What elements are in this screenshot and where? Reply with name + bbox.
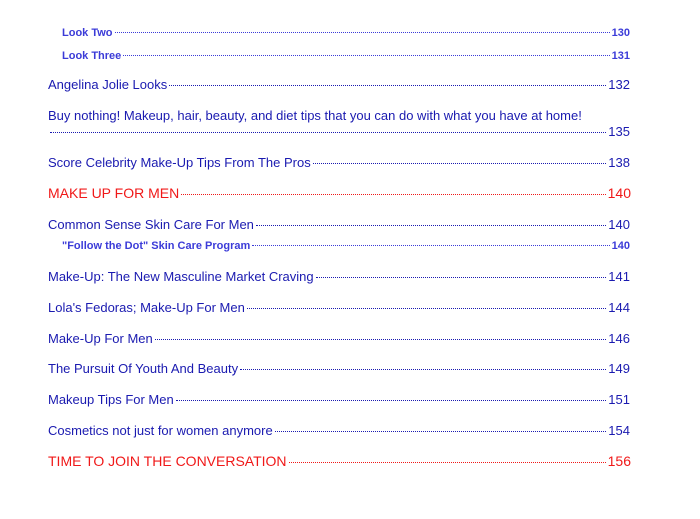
toc-entry-page: 138 bbox=[608, 155, 630, 170]
dot-leader bbox=[252, 245, 609, 246]
toc-entry-title: TIME TO JOIN THE CONVERSATION bbox=[48, 453, 287, 469]
toc-entry-pursuit-of-youth[interactable] bbox=[48, 361, 630, 376]
toc-entry-make-up-masculine-market[interactable] bbox=[48, 269, 630, 284]
toc-entry-page: 141 bbox=[608, 269, 630, 284]
toc-entry-page: 131 bbox=[611, 50, 630, 62]
toc-entry-buy-nothing-title[interactable]: Buy nothing! Makeup, hair, beauty, and diet tips that you can do with what you have at home! bbox=[48, 108, 582, 123]
toc-entry-page: 149 bbox=[608, 361, 630, 376]
toc-entry-title: Angelina Jolie Looks bbox=[48, 77, 168, 92]
dot-leader bbox=[240, 369, 606, 370]
toc-entry-title: "Follow the Dot" Skin Care Program bbox=[62, 240, 251, 252]
toc-entry-page: 140 bbox=[608, 217, 630, 232]
toc-entry-buy-nothing-page-line[interactable] bbox=[48, 124, 630, 139]
toc-entry-page: 146 bbox=[608, 331, 630, 346]
toc-entry-title: Cosmetics not just for women anymore bbox=[48, 423, 273, 438]
toc-entry-look-two[interactable] bbox=[62, 27, 630, 39]
toc-entry-makeup-tips-for-men[interactable] bbox=[48, 392, 630, 407]
toc-entry-cosmetics-not-just-for-women[interactable] bbox=[48, 423, 630, 438]
dot-leader bbox=[50, 132, 606, 133]
dot-leader bbox=[275, 431, 607, 432]
dot-leader bbox=[247, 308, 606, 309]
toc-entry-angelina-jolie-looks[interactable] bbox=[48, 77, 630, 92]
toc-section-time-to-join[interactable] bbox=[48, 453, 631, 469]
toc-entry-title: Makeup Tips For Men bbox=[48, 392, 174, 407]
toc-entry-score-celebrity[interactable] bbox=[48, 155, 630, 170]
dot-leader bbox=[115, 32, 610, 33]
toc-entry-page: 140 bbox=[611, 240, 630, 252]
toc-entry-title: Score Celebrity Make-Up Tips From The Pros bbox=[48, 155, 311, 170]
toc-entry-title: Lola's Fedoras; Make-Up For Men bbox=[48, 300, 245, 315]
toc-entry-lolas-fedoras[interactable] bbox=[48, 300, 630, 315]
dot-leader bbox=[181, 194, 605, 195]
toc-entry-page: 154 bbox=[608, 423, 630, 438]
toc-entry-page: 132 bbox=[608, 77, 630, 92]
toc-entry-title: MAKE UP FOR MEN bbox=[48, 185, 180, 201]
dot-leader bbox=[169, 85, 606, 86]
dot-leader bbox=[289, 462, 606, 463]
toc-entry-common-sense-skin-care[interactable] bbox=[48, 217, 630, 232]
toc-entry-title: Look Three bbox=[62, 50, 122, 62]
toc-entry-page: 156 bbox=[607, 453, 631, 469]
toc-entry-page: 140 bbox=[607, 185, 631, 201]
dot-leader bbox=[123, 55, 609, 56]
toc-entry-title: Look Two bbox=[62, 27, 113, 39]
dot-leader bbox=[256, 225, 606, 226]
dot-leader bbox=[155, 339, 607, 340]
toc-section-make-up-for-men[interactable] bbox=[48, 185, 631, 201]
dot-leader bbox=[316, 277, 607, 278]
toc-entry-title: Make-Up: The New Masculine Market Craving bbox=[48, 269, 314, 284]
toc-entry-title: Make-Up For Men bbox=[48, 331, 153, 346]
toc-entry-look-three[interactable] bbox=[62, 50, 630, 62]
dot-leader bbox=[176, 400, 607, 401]
toc-entry-page: 151 bbox=[608, 392, 630, 407]
toc-entry-title: The Pursuit Of Youth And Beauty bbox=[48, 361, 239, 376]
toc-entry-title: Common Sense Skin Care For Men bbox=[48, 217, 254, 232]
dot-leader bbox=[313, 163, 607, 164]
toc-entry-page: 135 bbox=[608, 124, 630, 139]
toc-entry-page: 130 bbox=[611, 27, 630, 39]
toc-entry-page: 144 bbox=[608, 300, 630, 315]
toc-entry-make-up-for-men[interactable] bbox=[48, 331, 630, 346]
toc-entry-follow-the-dot[interactable] bbox=[62, 240, 630, 252]
